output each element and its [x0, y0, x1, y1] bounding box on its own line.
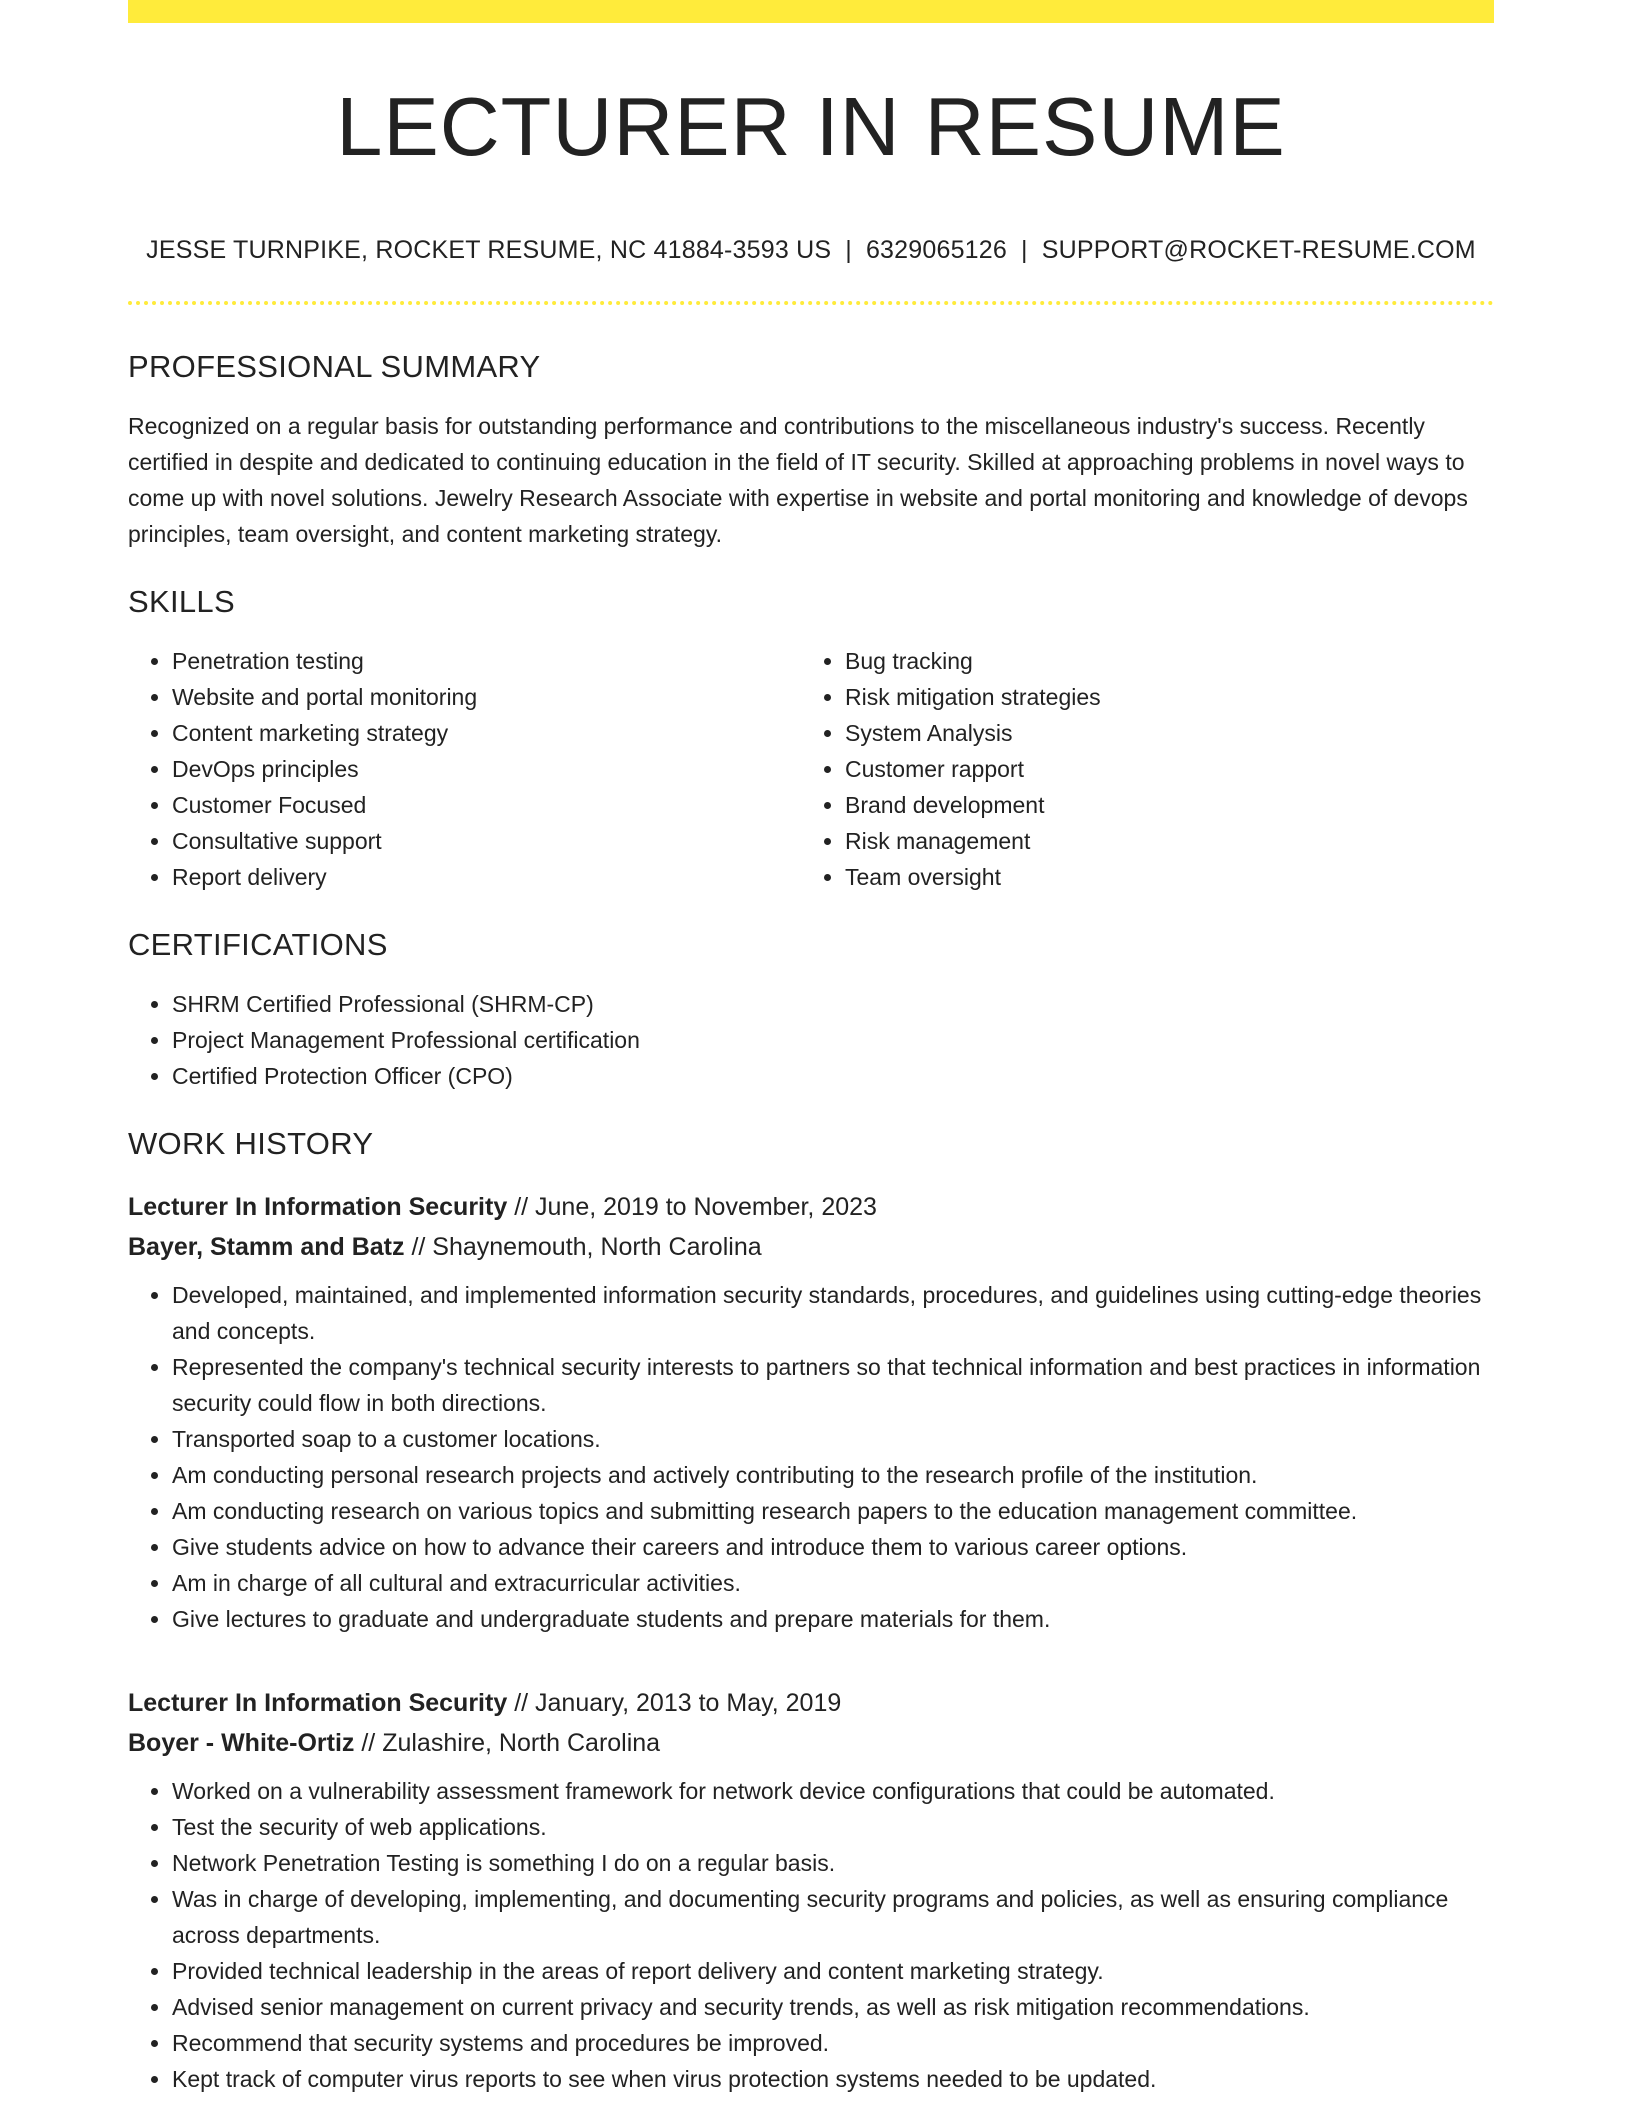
skill-item: • Team oversight [845, 859, 1474, 895]
contact-email: SUPPORT@ROCKET-RESUME.COM [1041, 236, 1476, 264]
skill-item: • Content marketing strategy [172, 715, 801, 751]
resume-title: LECTURER IN RESUME [336, 80, 1286, 173]
job-title-line [128, 1683, 1494, 1723]
certifications-list [128, 986, 1494, 1094]
skill-item: • System Analysis [845, 715, 1474, 751]
dotted-divider [128, 301, 1494, 305]
contact-separator: | [1021, 236, 1028, 264]
skills-left-column [128, 643, 801, 895]
job-company-line [128, 1227, 1494, 1267]
skill-item: • Customer rapport [845, 751, 1474, 787]
job-company-line [128, 1723, 1494, 1763]
job-duty-item: • Network Penetration Testing is something I do on a regular basis. [172, 1845, 1494, 1881]
skill-item: • Website and portal monitoring [172, 679, 801, 715]
job-duty-item: • Developed, maintained, and implemented information security standards, procedures, and guidelines using cutting-edge theories and concepts. [172, 1277, 1494, 1349]
contact-address: JESSE TURNPIKE, ROCKET RESUME, NC 41884-3593 US [146, 236, 832, 264]
summary-text: Recognized on a regular basis for outstanding performance and contributions to the miscellaneous industry's success. Recently certified in despite and dedicated to continuing education in the field of IT security. Skilled at approaching problems in novel ways to come up with novel solutions. Jewelry Research Associate with expertise in website and portal monitoring and knowledge of devops principles, team oversight, and content marketing strategy. [128, 413, 1468, 547]
skill-item: • Risk mitigation strategies [845, 679, 1474, 715]
work-history [128, 1187, 1494, 2097]
skill-item: • Penetration testing [172, 643, 801, 679]
job-dates: // June, 2019 to November, 2023 [507, 1193, 877, 1221]
job-duty-item: • Kept track of computer virus reports to see when virus protection systems needed to be updated. [172, 2061, 1494, 2097]
skills-right-list [801, 643, 1474, 895]
certification-item: • Certified Protection Officer (CPO) [172, 1058, 1494, 1094]
job-entry [128, 1683, 1494, 2097]
skill-item: • Bug tracking [845, 643, 1474, 679]
job-title-line [128, 1187, 1494, 1227]
skill-item: • Report delivery [172, 859, 801, 895]
contact-separator: | [845, 236, 852, 264]
skill-item: • Customer Focused [172, 787, 801, 823]
contact-line [128, 236, 1494, 265]
contact-phone: 6329065126 [865, 236, 1007, 264]
accent-bar [128, 0, 1494, 23]
job-duty-item: • Was in charge of developing, implementing, and documenting security programs and policies, as well as ensuring compliance across departments. [172, 1881, 1494, 1953]
job-company: Bayer, Stamm and Batz [128, 1233, 405, 1261]
job-dates: // January, 2013 to May, 2019 [507, 1689, 842, 1717]
skill-item: • Risk management [845, 823, 1474, 859]
certification-item: • Project Management Professional certification [172, 1022, 1494, 1058]
certification-item: • SHRM Certified Professional (SHRM-CP) [172, 986, 1494, 1022]
skills-heading: SKILLS [128, 584, 235, 619]
job-duty-item: • Recommend that security systems and procedures be improved. [172, 2025, 1494, 2061]
skill-item: • Brand development [845, 787, 1474, 823]
job-title: Lecturer In Information Security [128, 1193, 508, 1221]
job-duty-item: • Provided technical leadership in the areas of report delivery and content marketing strategy. [172, 1953, 1494, 1989]
skills-columns [128, 643, 1494, 895]
work-history-heading: WORK HISTORY [128, 1126, 374, 1161]
job-duties-list [128, 1277, 1494, 1637]
job-duty-item: • Am in charge of all cultural and extracurricular activities. [172, 1565, 1494, 1601]
skills-right-column [801, 643, 1474, 895]
job-duty-item: • Test the security of web applications. [172, 1809, 1494, 1845]
job-company: Boyer - White-Ortiz [128, 1729, 355, 1757]
job-location: // Shaynemouth, North Carolina [404, 1233, 762, 1261]
job-title: Lecturer In Information Security [128, 1689, 508, 1717]
job-entry [128, 1187, 1494, 1637]
job-location: // Zulashire, North Carolina [354, 1729, 661, 1757]
job-duties-list [128, 1773, 1494, 2097]
job-duty-item: • Am conducting personal research projects and actively contributing to the research profile of the institution. [172, 1457, 1494, 1493]
job-duty-item: • Represented the company's technical security interests to partners so that technical information and best practices in information security could flow in both directions. [172, 1349, 1494, 1421]
job-duty-item: • Am conducting research on various topics and submitting research papers to the education management committee. [172, 1493, 1494, 1529]
resume-page [128, 0, 1494, 2097]
skill-item: • DevOps principles [172, 751, 801, 787]
summary-heading: PROFESSIONAL SUMMARY [128, 349, 541, 384]
job-duty-item: • Advised senior management on current privacy and security trends, as well as risk mitigation recommendations. [172, 1989, 1494, 2025]
job-duty-item: • Give students advice on how to advance their careers and introduce them to various career options. [172, 1529, 1494, 1565]
job-duty-item: • Worked on a vulnerability assessment framework for network device configurations that could be automated. [172, 1773, 1494, 1809]
job-duty-item: • Give lectures to graduate and undergraduate students and prepare materials for them. [172, 1601, 1494, 1637]
job-duty-item: • Transported soap to a customer locations. [172, 1421, 1494, 1457]
skills-left-list [128, 643, 801, 895]
skill-item: • Consultative support [172, 823, 801, 859]
certifications-heading: CERTIFICATIONS [128, 927, 388, 962]
